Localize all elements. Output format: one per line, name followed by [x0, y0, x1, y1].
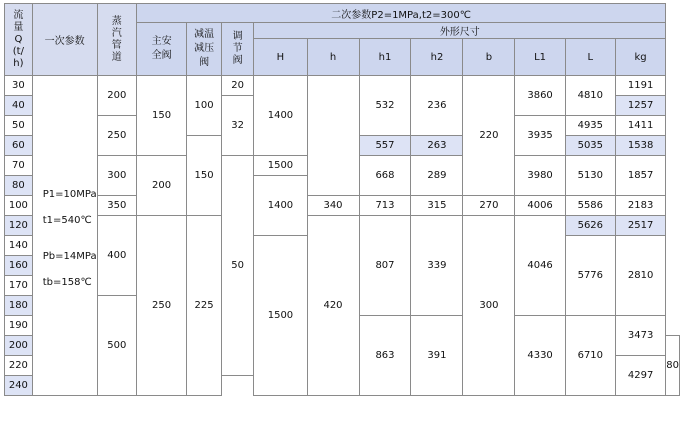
header-h2: h2 [411, 39, 463, 76]
flow-cell: 140 [5, 236, 33, 256]
h-cell: 420 [307, 216, 359, 396]
h-cell [307, 76, 359, 196]
b-cell: 270 [463, 196, 515, 216]
main-valve-cell: 150 [136, 76, 186, 156]
kg-cell: 4297 [615, 356, 665, 396]
H-cell: 1500 [254, 156, 307, 176]
L-cell: 5130 [565, 156, 615, 196]
L-cell: 5035 [565, 136, 615, 156]
flow-cell: 190 [5, 316, 33, 336]
kg-cell: 2183 [615, 196, 665, 216]
flow-cell: 50 [5, 116, 33, 136]
steam-pipe-cell: 200 [97, 76, 136, 116]
regulating-cell: 20 [221, 76, 253, 96]
h2-cell: 339 [411, 216, 463, 316]
header-kg: kg [615, 39, 665, 76]
L-cell: 4810 [565, 76, 615, 116]
flow-cell: 240 [5, 376, 33, 396]
L1-cell: 3980 [515, 156, 565, 196]
primary-t1: t1=540℃ [42, 215, 92, 226]
kg-cell: 1191 [615, 76, 665, 96]
h1-cell: 557 [359, 136, 411, 156]
header-primary-params: 一次参数 [32, 4, 97, 76]
steam-pipe-cell: 350 [97, 196, 136, 216]
flow-cell: 170 [5, 276, 33, 296]
steam-pipe-cell: 250 [97, 116, 136, 156]
H-cell: 1500 [254, 236, 307, 396]
header-desuperheat-valve: 减温减压阀 [187, 23, 222, 76]
L-cell: 5586 [565, 196, 615, 216]
spec-table-container [4, 3, 680, 396]
L1-cell: 3860 [515, 76, 565, 116]
header-H: H [254, 39, 307, 76]
kg-cell: 1538 [615, 136, 665, 156]
H-cell: 1400 [254, 76, 307, 156]
h2-cell: 315 [411, 196, 463, 216]
regulating-cell: 32 [221, 96, 253, 156]
header-L1: L1 [515, 39, 565, 76]
primary-p1: P1=10MPa [42, 189, 97, 200]
L-cell: 5626 [565, 216, 615, 236]
header-secondary-params: 二次参数P2=1MPa,t2=300℃ [136, 4, 665, 23]
header-flow: 流量Q(t/h) [5, 4, 33, 76]
regulating-cell: 50 [221, 156, 253, 376]
flow-cell: 30 [5, 76, 33, 96]
header-steam-pipe: 蒸汽管道 [97, 4, 136, 76]
L-cell: 6710 [565, 316, 615, 396]
flow-cell: 200 [5, 336, 33, 356]
flow-cell: 220 [5, 356, 33, 376]
L1-cell: 3935 [515, 116, 565, 156]
primary-params-cell [32, 76, 97, 396]
desuperheat-cell: 225 [187, 216, 222, 396]
spec-table [4, 3, 680, 396]
main-valve-cell: 250 [136, 216, 186, 396]
kg-cell: 1857 [615, 156, 665, 196]
L1-cell: 4006 [515, 196, 565, 216]
flow-cell: 70 [5, 156, 33, 176]
kg-cell: 2517 [615, 216, 665, 236]
H-cell: 1400 [254, 176, 307, 236]
steam-pipe-cell: 500 [97, 296, 136, 396]
kg-cell: 1257 [615, 96, 665, 116]
h1-cell: 807 [359, 216, 411, 316]
steam-pipe-cell: 300 [97, 156, 136, 196]
header-dimensions: 外形尺寸 [254, 23, 666, 39]
flow-cell: 60 [5, 136, 33, 156]
h2-cell: 391 [411, 316, 463, 396]
flow-cell: 40 [5, 96, 33, 116]
desuperheat-cell: 150 [187, 136, 222, 216]
steam-pipe-cell: 400 [97, 216, 136, 296]
h1-cell: 532 [359, 76, 411, 136]
L-cell: 5776 [565, 236, 615, 316]
flow-cell: 120 [5, 216, 33, 236]
header-regulating-valve: 调节阀 [221, 23, 253, 76]
L1-cell: 4046 [515, 216, 565, 316]
header-h: h [307, 39, 359, 76]
flow-cell: 100 [5, 196, 33, 216]
kg-cell: 3473 [615, 316, 665, 356]
header-L: L [565, 39, 615, 76]
header-h1: h1 [359, 39, 411, 76]
kg-cell: 1411 [615, 116, 665, 136]
h1-cell: 713 [359, 196, 411, 216]
flow-cell: 180 [5, 296, 33, 316]
header-main-safety-valve: 主安全阀 [136, 23, 186, 76]
flow-cell: 80 [5, 176, 33, 196]
h-cell: 340 [307, 196, 359, 216]
kg-cell: 2810 [615, 236, 665, 316]
h2-cell: 289 [411, 156, 463, 196]
primary-tb: tb=158℃ [42, 277, 92, 288]
h1-cell: 863 [359, 316, 411, 396]
header-b: b [463, 39, 515, 76]
h1-cell: 668 [359, 156, 411, 196]
L1-cell: 4330 [515, 316, 565, 396]
primary-pb: Pb=14MPa [42, 251, 97, 262]
b-cell: 220 [463, 76, 515, 196]
L-cell: 4935 [565, 116, 615, 136]
main-valve-cell: 200 [136, 156, 186, 216]
b-cell: 300 [463, 216, 515, 396]
regulating-cell: 80 [666, 336, 680, 396]
flow-cell: 160 [5, 256, 33, 276]
h2-cell: 263 [411, 136, 463, 156]
h2-cell: 236 [411, 76, 463, 136]
desuperheat-cell: 100 [187, 76, 222, 136]
